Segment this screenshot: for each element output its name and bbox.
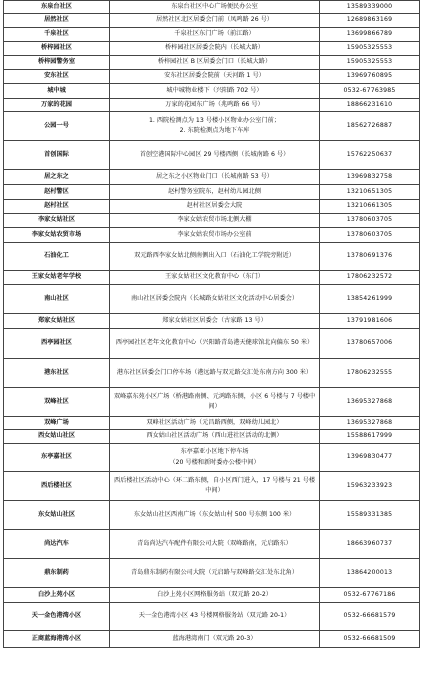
address-cell: 桥梓园社区 B 区居委会门口（长城大路） — [110, 56, 320, 70]
location-cell: 尚达汽车 — [4, 530, 110, 559]
phone-cell: 13780691376 — [320, 243, 420, 271]
address-cell: 赵村警务室院东，赵村幼儿园北侧 — [110, 185, 320, 200]
address-cell: 东女姑山社区西南广场（东女姑山村 500 号东侧 100 米） — [110, 501, 320, 530]
location-cell: 天一金色港湾小区 — [4, 603, 110, 631]
table-row — [4, 84, 420, 99]
phone-cell: 13780603705 — [320, 228, 420, 243]
table-row — [4, 271, 420, 285]
phone-cell: 13210651305 — [320, 185, 420, 200]
address-cell: 城中城物业楼下（兴阳路 702 号） — [110, 84, 320, 99]
table-row — [4, 14, 420, 28]
phone-cell: 13210661305 — [320, 200, 420, 214]
location-cell: 西亭园社区 — [4, 329, 110, 359]
location-cell: 西女姑山社区 — [4, 430, 110, 444]
phone-cell: 13864200013 — [320, 559, 420, 588]
phone-cell: 13695327868 — [320, 417, 420, 430]
location-cell: 城中城 — [4, 84, 110, 99]
phone-cell: 15963233923 — [320, 472, 420, 501]
location-cell: 王家女姑老年学校 — [4, 271, 110, 285]
address-cell: 双峰嘉东苑小区广场（桥港路南侧、元鸿路东侧，小区 6 号楼与 7 号楼中间） — [110, 388, 320, 417]
location-cell: 居之东之 — [4, 170, 110, 185]
address-cell: 安东社区居委会院前（天河路 1 号） — [110, 70, 320, 84]
phone-cell: 13791981606 — [320, 314, 420, 329]
location-cell: 首创国际 — [4, 141, 110, 170]
location-cell: 东亭嘉社区 — [4, 444, 110, 472]
table-row — [4, 228, 420, 243]
location-cell: 李家女姑社区 — [4, 214, 110, 228]
address-cell: 首创空港国际中心园区 29 号楼西侧（长城南路 6 号） — [110, 141, 320, 170]
phone-cell: 13969760895 — [320, 70, 420, 84]
address-cell: 赵村社区居委会大院 — [110, 200, 320, 214]
address-cell: 西女姑山社区活动广场（西山进社区活动的北侧） — [110, 430, 320, 444]
table-row — [4, 185, 420, 200]
address-cell: 李家女姑农贸市场办公室前 — [110, 228, 320, 243]
table-row — [4, 243, 420, 271]
address-cell: 白沙上苑小区网格服务站（双元路 20-2） — [110, 588, 320, 603]
location-cell: 港东社区 — [4, 359, 110, 388]
table-row — [4, 444, 420, 472]
table-row — [4, 214, 420, 228]
phone-cell: 18562726887 — [320, 112, 420, 141]
address-cell: 郑家女姑社区居委会（古家路 13 号） — [110, 314, 320, 329]
table-row — [4, 170, 420, 185]
table-row — [4, 417, 420, 430]
phone-cell: 15905325553 — [320, 42, 420, 56]
phone-cell: 13969832758 — [320, 170, 420, 185]
table-row — [4, 603, 420, 631]
address-cell: 双峰社区活动广场（元昌路西侧，双峰幼儿园北） — [110, 417, 320, 430]
location-cell: 正商蓝海港湾小区 — [4, 631, 110, 648]
location-cell: 李家女姑农贸市场 — [4, 228, 110, 243]
table-row — [4, 285, 420, 314]
address-cell: 天一金色港湾小区 43 号楼网格服务站（双元路 20-1） — [110, 603, 320, 631]
table-row — [4, 359, 420, 388]
address-cell: 居之东之小区物业门口（长城南路 53 号） — [110, 170, 320, 185]
table-row — [4, 141, 420, 170]
table-row — [4, 28, 420, 42]
table-row — [4, 200, 420, 214]
address-cell: 千泉社区东门广场（前江路） — [110, 28, 320, 42]
address-cell: 青岛尚达汽车配件有限公司大院（双峰路南，元启路东） — [110, 530, 320, 559]
table-row — [4, 314, 420, 329]
location-cell: 居然社区 — [4, 14, 110, 28]
phone-cell: 15762250637 — [320, 141, 420, 170]
phone-cell: 13699866789 — [320, 28, 420, 42]
phone-cell: 0532-67767186 — [320, 588, 420, 603]
table-row — [4, 42, 420, 56]
address-cell: 东泉台社区中心广场便民办公室 — [110, 1, 320, 14]
phone-cell: 13780603705 — [320, 214, 420, 228]
location-cell: 双峰广场 — [4, 417, 110, 430]
table-row — [4, 472, 420, 501]
phone-cell: 15589331385 — [320, 501, 420, 530]
location-cell: 公园一号 — [4, 112, 110, 141]
phone-cell: 0532-66681509 — [320, 631, 420, 648]
address-cell: 东亭嘉亚小区地下停车场 （20 号楼和新时委办公楼中间） — [110, 444, 320, 472]
location-cell: 西后楼社区 — [4, 472, 110, 501]
phone-cell: 0532-66681579 — [320, 603, 420, 631]
location-cell: 双峰社区 — [4, 388, 110, 417]
table-row — [4, 112, 420, 141]
address-cell: 居然社区北区居委会门前（凤鸣路 26 号） — [110, 14, 320, 28]
table-row — [4, 70, 420, 84]
address-cell: 南山社区居委会院内（长城路女姑社区文化活动中心居委会） — [110, 285, 320, 314]
phone-cell: 15905325553 — [320, 56, 420, 70]
table-row — [4, 631, 420, 648]
table-row — [4, 388, 420, 417]
location-cell: 桥梓园社区 — [4, 42, 110, 56]
address-cell: 桥梓园社区居委会院内（长城大路） — [110, 42, 320, 56]
location-cell: 桥梓园警务室 — [4, 56, 110, 70]
location-cell: 石油化工 — [4, 243, 110, 271]
location-cell: 安东社区 — [4, 70, 110, 84]
address-cell: 青岛鼎东制药有限公司大院（元启路与双峰路交汇处东北角） — [110, 559, 320, 588]
table-row — [4, 1, 420, 14]
phone-cell: 13969830477 — [320, 444, 420, 472]
table-row — [4, 530, 420, 559]
table-row — [4, 56, 420, 70]
location-cell: 万家的花园 — [4, 99, 110, 112]
location-cell: 东女姑山社区 — [4, 501, 110, 530]
phone-cell: 17806232555 — [320, 359, 420, 388]
phone-cell: 13695327868 — [320, 388, 420, 417]
address-cell: 西后楼社区活动中心（环二路东侧，自小区西门进入，17 号楼与 21 号楼中间） — [110, 472, 320, 501]
phone-cell: 18663960737 — [320, 530, 420, 559]
location-cell: 赵村警区 — [4, 185, 110, 200]
phone-cell: 12689863169 — [320, 14, 420, 28]
address-cell: 西亭园社区老年文化教育中心（兴阳路青岛港天健球馆北向偏东 50 米） — [110, 329, 320, 359]
address-cell: 万家的花园东广场（兆鸣路 66 号） — [110, 99, 320, 112]
phone-cell: 18866231610 — [320, 99, 420, 112]
phone-cell: 13780657006 — [320, 329, 420, 359]
location-cell: 白沙上苑小区 — [4, 588, 110, 603]
phone-cell: 15588617999 — [320, 430, 420, 444]
phone-cell: 17806232572 — [320, 271, 420, 285]
testing-sites-table — [3, 0, 420, 648]
location-cell: 郑家女姑社区 — [4, 314, 110, 329]
address-cell: 李家女姑农贸市场北侧大棚 — [110, 214, 320, 228]
table-row — [4, 559, 420, 588]
location-cell: 千泉社区 — [4, 28, 110, 42]
location-cell: 东泉台社区 — [4, 1, 110, 14]
phone-cell: 0532-67763985 — [320, 84, 420, 99]
phone-cell: 13589339000 — [320, 1, 420, 14]
address-cell: 双元路西李家女姑北侧南侧出入口（石油化工学院旁附近） — [110, 243, 320, 271]
address-cell: 1. 西院检测点为 13 号楼小区物业办公室门前； 2. 东院检测点为地下车库 — [110, 112, 320, 141]
table-row — [4, 501, 420, 530]
location-cell: 南山社区 — [4, 285, 110, 314]
table-row — [4, 588, 420, 603]
table-row — [4, 430, 420, 444]
phone-cell: 13854261999 — [320, 285, 420, 314]
address-cell: 王家女姑社区文化教育中心（东门） — [110, 271, 320, 285]
address-cell: 蓝海港湾南门（双元路 20-3） — [110, 631, 320, 648]
table-body — [4, 1, 420, 648]
location-cell: 鼎东制药 — [4, 559, 110, 588]
table-row — [4, 329, 420, 359]
location-cell: 赵村社区 — [4, 200, 110, 214]
table-row — [4, 99, 420, 112]
address-cell: 港东社区居委会门口停车场（港远路与双元路交汇处东南方向 300 米） — [110, 359, 320, 388]
